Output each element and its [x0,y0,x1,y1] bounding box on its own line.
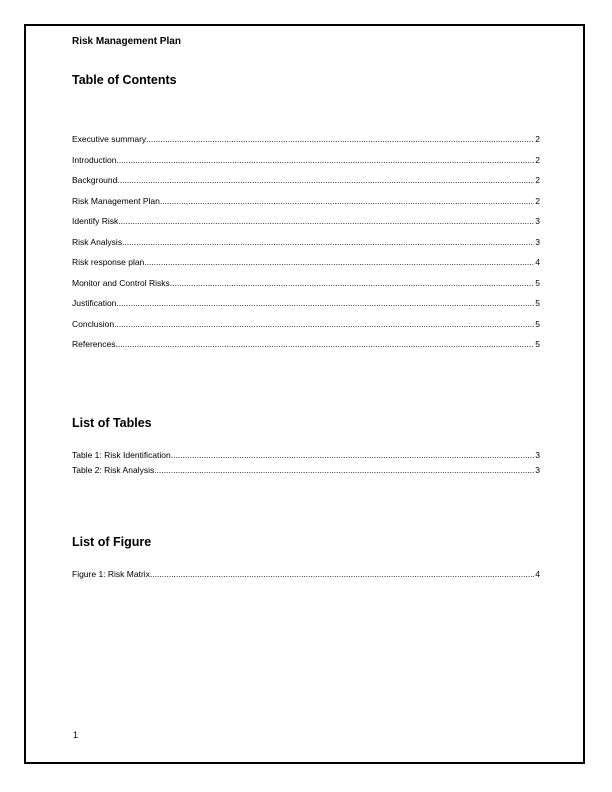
toc-entry[interactable] [72,174,540,195]
dot-leader [154,464,534,476]
toc-heading: Table of Contents [72,73,177,87]
toc-list [72,133,540,359]
toc-entry[interactable] [72,277,540,298]
table-entry-title: Table 2: Risk Analysis [72,465,155,475]
dot-leader [114,318,534,330]
toc-entry-page: 4 [535,257,540,267]
figure-entry-title: Figure 1: Risk Matrix [72,568,150,579]
dot-leader [144,256,534,268]
figure-entry-page: 4 [535,568,540,579]
dot-leader [116,154,534,166]
toc-entry-page: 2 [535,175,540,185]
table-entry-title: Table 1: Risk Identification [72,449,171,460]
table-entry-page: 3 [535,465,540,475]
dot-leader [115,338,534,350]
dot-leader [160,195,534,207]
toc-entry[interactable] [72,215,540,236]
toc-entry-page: 2 [535,154,540,165]
toc-entry-page: 3 [535,216,540,226]
toc-entry-page: 2 [535,195,540,206]
toc-entry[interactable] [72,318,540,339]
dot-leader [118,215,534,227]
toc-entry-title: References [72,339,116,349]
toc-entry-title: Justification [72,298,117,308]
toc-entry[interactable] [72,133,540,154]
toc-entry-page: 5 [535,298,540,308]
dot-leader [146,133,534,145]
running-header: Risk Management Plan [72,36,181,47]
toc-entry-title: Introduction [72,154,117,165]
page-number: 1 [73,730,79,740]
toc-entry-page: 5 [535,318,540,329]
list-of-tables-heading: List of Tables [72,415,152,430]
dot-leader [170,277,534,289]
document-page [72,35,540,583]
toc-entry-title: Risk response plan [72,257,145,267]
list-of-figures-heading: List of Figure [72,534,152,549]
table-entry[interactable] [72,464,540,480]
dot-leader [122,236,534,248]
toc-entry-title: Risk Analysis [72,236,123,247]
dot-leader [116,297,534,309]
toc-entry-title: Conclusion [72,318,115,329]
dot-leader [117,174,534,186]
list-of-figures [72,568,540,584]
toc-entry-page: 5 [535,339,540,349]
toc-entry-title: Executive summary [72,134,147,144]
toc-entry-page: 5 [535,277,540,288]
toc-entry[interactable] [72,236,540,257]
toc-entry[interactable] [72,256,540,277]
toc-entry-title: Risk Management Plan [72,195,160,206]
list-of-tables [72,449,540,480]
toc-entry[interactable] [72,297,540,318]
table-entry-page: 3 [535,449,540,460]
toc-entry[interactable] [72,154,540,175]
figure-entry[interactable] [72,568,540,584]
table-entry[interactable] [72,449,540,465]
toc-entry-title: Background [72,175,118,185]
dot-leader [150,568,534,580]
toc-entry-page: 3 [535,236,540,247]
toc-entry-title: Identify Risk [72,216,119,226]
toc-entry-page: 2 [535,134,540,144]
dot-leader [171,449,535,461]
toc-entry[interactable] [72,338,540,359]
toc-entry[interactable] [72,195,540,216]
toc-entry-title: Monitor and Control Risks [72,277,170,288]
